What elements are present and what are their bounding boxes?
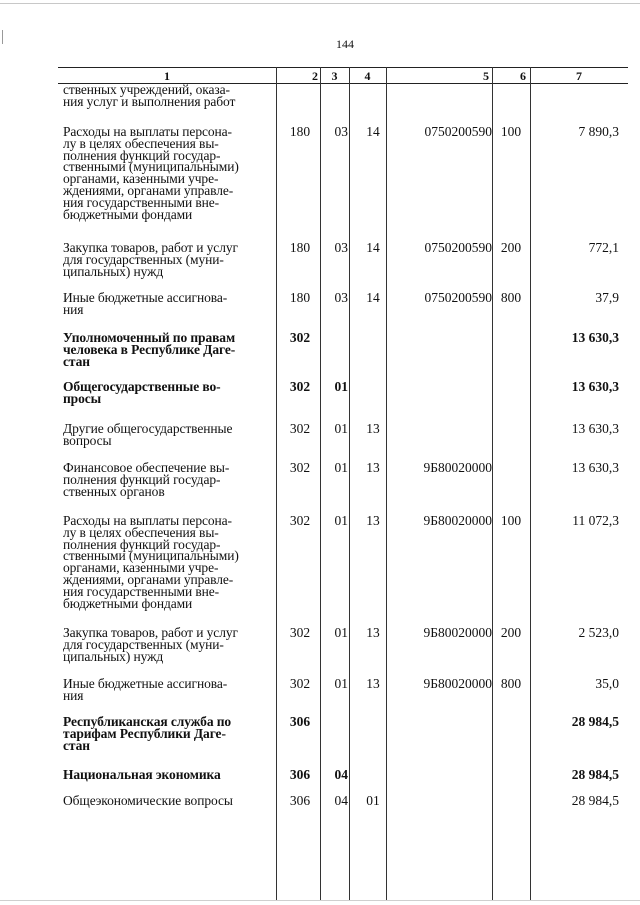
amount: 28 984,5 — [571, 767, 619, 782]
amount: 13 630,3 — [571, 421, 619, 436]
table-top-border — [58, 67, 628, 68]
amount: 7 890,3 — [578, 124, 619, 139]
section-code: 302 — [289, 513, 311, 528]
section-code: 302 — [289, 421, 311, 436]
subsection-code: 14 — [366, 240, 380, 255]
item-name: Общегосударственные во- просы — [63, 379, 221, 406]
column-divider — [386, 67, 387, 900]
section-code: 302 — [289, 330, 311, 345]
item-name: Общеэкономические вопросы — [63, 793, 233, 808]
section-code: 306 — [289, 767, 311, 782]
chapter-code: 04 — [334, 767, 348, 782]
header-col-4: 4 — [364, 69, 371, 83]
section-code: 180 — [289, 290, 311, 305]
item-name: Другие общегосударственные вопросы — [63, 421, 233, 448]
chapter-code: 01 — [334, 460, 348, 475]
item-name: Национальная экономика — [63, 767, 221, 782]
section-code: 306 — [289, 714, 311, 729]
subsection-code: 13 — [366, 513, 380, 528]
amount: 13 630,3 — [571, 460, 619, 475]
budget-table — [58, 67, 628, 900]
subsection-code: 01 — [366, 793, 380, 808]
expense-type-code: 100 — [500, 124, 522, 139]
item-name: ственных учреждений, оказа- ния услуг и выполнения работ — [63, 82, 236, 109]
amount: 28 984,5 — [571, 793, 619, 808]
header-col-2: 2 — [312, 69, 318, 83]
page-number: 144 — [336, 37, 354, 51]
item-name: Расходы на выплаты персона- лу в целях обеспечения вы- полнения функций государ- ственными (муниципальными) органами, казенными учре- ждениями, органами управле- ния государственными вне- бюджетными фондами — [63, 124, 239, 222]
chapter-code: 01 — [334, 421, 348, 436]
section-code: 302 — [289, 676, 311, 691]
amount: 28 984,5 — [571, 714, 619, 729]
amount: 2 523,0 — [578, 625, 619, 640]
target-article-code: 9Б80020000 — [423, 625, 492, 640]
section-code: 180 — [289, 124, 311, 139]
subsection-code: 13 — [366, 421, 380, 436]
subsection-code: 14 — [366, 124, 380, 139]
section-code: 302 — [289, 460, 311, 475]
target-article-code: 9Б80020000 — [423, 676, 492, 691]
header-col-5: 5 — [483, 69, 489, 83]
chapter-code: 01 — [334, 625, 348, 640]
amount: 35,0 — [595, 676, 619, 691]
chapter-code: 03 — [334, 240, 348, 255]
target-article-code: 0750200590 — [424, 290, 492, 305]
chapter-code: 03 — [334, 290, 348, 305]
section-code: 302 — [289, 625, 311, 640]
chapter-code: 01 — [334, 379, 348, 394]
item-name: Республиканская служба по тарифам Республики Даге- стан — [63, 714, 232, 753]
item-name: Закупка товаров, работ и услуг для государственных (муни- ципальных) нужд — [63, 625, 238, 664]
target-article-code: 0750200590 — [424, 240, 492, 255]
expense-type-code: 800 — [500, 676, 522, 691]
target-article-code: 9Б80020000 — [423, 513, 492, 528]
chapter-code: 01 — [334, 676, 348, 691]
item-name: Иные бюджетные ассигнова- ния — [63, 676, 228, 703]
header-col-1: 1 — [164, 69, 170, 83]
header-col-3: 3 — [331, 69, 338, 83]
amount: 13 630,3 — [571, 379, 619, 394]
chapter-code: 03 — [334, 124, 348, 139]
chapter-code: 04 — [334, 793, 348, 808]
amount: 37,9 — [595, 290, 619, 305]
chapter-code: 01 — [334, 513, 348, 528]
expense-type-code: 200 — [500, 625, 522, 640]
column-divider — [349, 67, 350, 900]
item-name: Закупка товаров, работ и услуг для государственных (муни- ципальных) нужд — [63, 240, 238, 279]
section-code: 180 — [289, 240, 311, 255]
scan-edge-top — [0, 3, 640, 4]
item-name: Уполномоченный по правам человека в Республике Даге- стан — [63, 330, 236, 369]
expense-type-code: 100 — [500, 513, 522, 528]
amount: 772,1 — [588, 240, 619, 255]
amount: 13 630,3 — [571, 330, 619, 345]
subsection-code: 13 — [366, 676, 380, 691]
header-col-6: 6 — [520, 69, 526, 83]
amount: 11 072,3 — [572, 513, 619, 528]
section-code: 306 — [289, 793, 311, 808]
subsection-code: 13 — [366, 460, 380, 475]
target-article-code: 0750200590 — [424, 124, 492, 139]
subsection-code: 13 — [366, 625, 380, 640]
scan-mark — [2, 30, 3, 44]
scan-edge-bottom — [0, 900, 640, 901]
column-divider — [492, 67, 493, 900]
expense-type-code: 800 — [500, 290, 522, 305]
item-name: Финансовое обеспечение вы- полнения функций государ- ственных органов — [63, 460, 230, 499]
subsection-code: 14 — [366, 290, 380, 305]
header-col-7: 7 — [576, 69, 582, 83]
expense-type-code: 200 — [500, 240, 522, 255]
item-name: Расходы на выплаты персона- лу в целях обеспечения вы- полнения функций государ- ственными (муниципальными) органами, казенными учре- ждениями, органами управле- ния государственными вне- бюджетными фондами — [63, 513, 239, 611]
target-article-code: 9Б80020000 — [423, 460, 492, 475]
item-name: Иные бюджетные ассигнова- ния — [63, 290, 228, 317]
section-code: 302 — [289, 379, 311, 394]
